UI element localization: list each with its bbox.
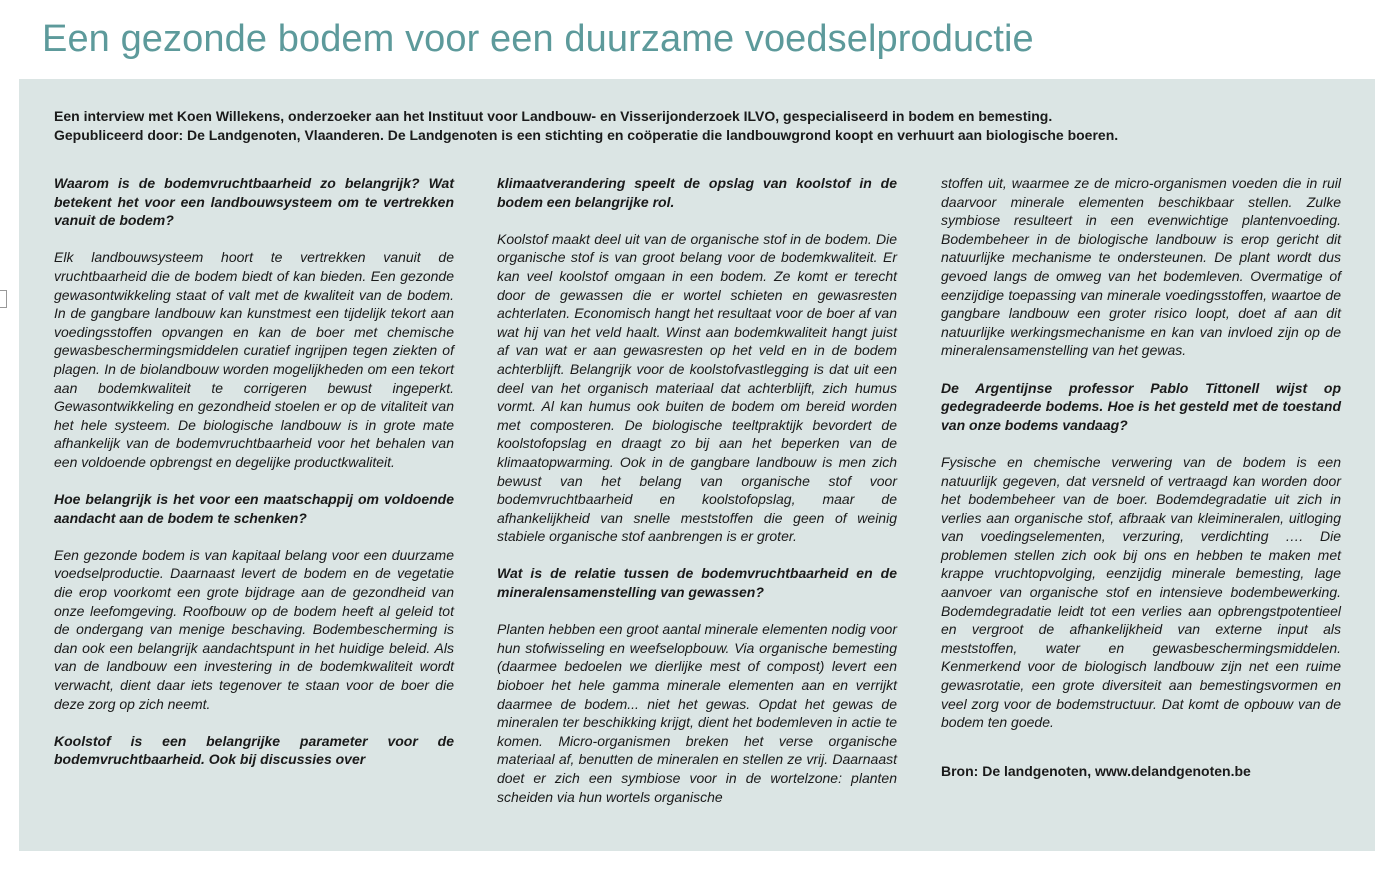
question-4: Wat is de relatie tussen de bodemvruchtbaarheid en de mineralensamenstelling van gewassen? bbox=[497, 565, 897, 601]
question-3-continued: klimaatverandering speelt de opslag van koolstof in de bodem een belangrijke rol. bbox=[497, 175, 897, 210]
article-column-2 bbox=[497, 174, 897, 806]
question-1: Waarom is de bodemvruchtbaarheid zo belangrijk? Wat betekent het voor een landbouwsysteem om te vertrekken vanuit de bodem? bbox=[54, 175, 454, 229]
intro-line-1: Een interview met Koen Willekens, onderzoeker aan het Instituut voor Landbouw- en Visserijonderzoek ILVO, gespecialiseerd in bodem en bemesting. bbox=[54, 108, 1053, 124]
source-credit: Bron: De landgenoten, www.delandgenoten.be bbox=[941, 762, 1251, 779]
answer-2: Een gezonde bodem is van kapitaal belang voor een duurzame voedselproductie. Daarnaast levert de bodem en de vegetatie die erop voorkomt een grote bijdrage aan de gezondheid van onze leefomgeving. Roofbouw op de bodem heeft al geleid tot de ondergang van menige beschaving. Bodembescherming is dan ook een belangrijk aandachtspunt in het huidige beleid. Als van de landbouw een investering in de bodemkwaliteit wordt verwacht, dient daar iets tegenover te staan voor de boer die deze zorg op zich neemt. bbox=[54, 546, 454, 712]
answer-5: Fysische en chemische verwering van de bodem is een natuurlijk gegeven, dat versneld of vertraagd kan worden door het bodembeheer van de boer. Bodemdegradatie uit zich in verlies aan organische stof, afbraak van kleimineralen, uitloging van voedingselementen, verzuring, verdichting …. Die problemen stellen zich ook bij ons en hebben te maken met krappe vruchtopvolging, eenzijdig minerale bemesting, lage aanvoer van organische stof en intensieve bodembewerking. Bodemdegradatie leidt tot een verlies aan opbrengstpotentieel en vergroot de afhankelijkheid van externe input als meststoffen, water en gewasbeschermingsmiddelen. Kenmerkend voor de biologisch landbouw zijn net een ruime gewasrotatie, een grote diversiteit aan bemestingsvormen en veel zorg voor de bodemstructuur. Dat komt de opbouw van de bodem ten goede. bbox=[941, 453, 1341, 731]
article-column-1 bbox=[54, 174, 454, 769]
article-column-3 bbox=[941, 174, 1341, 780]
page-title: Een gezonde bodem voor een duurzame voedselproductie bbox=[42, 18, 1034, 60]
page-edge-tab bbox=[0, 290, 7, 308]
answer-4-continued: stoffen uit, waarmee ze de micro-organismen voeden die in ruil daarvoor minerale elementen beschikbaar stellen. Zulke symbiose resulteert in een evenwichtige plantenvoeding. Bodembeheer in de biologische landbouw is erop gericht dit natuurlijke mechanisme te ondersteunen. De plant wordt dus gevoed langs de omweg van het bodemleven. Overmatige of eenzijdige toepassing van minerale voedingsstoffen, waartoe de gangbare landbouw een groter risico loopt, doet af aan dit natuurlijke werkingsmechanisme en kan van invloed zijn op de mineralensamenstelling van het gewas. bbox=[941, 175, 1341, 359]
intro-line-2: Gepubliceerd door: De Landgenoten, Vlaanderen. De Landgenoten is een stichting en coöperatie die landbouwgrond koopt en verhuurt aan biologische boeren. bbox=[54, 127, 1119, 143]
question-2: Hoe belangrijk is het voor een maatschappij om voldoende aandacht aan de bodem te schenken? bbox=[54, 491, 454, 526]
question-3: Koolstof is een belangrijke parameter voor de bodemvruchtbaarheid. Ook bij discussies over bbox=[54, 732, 454, 768]
article-intro bbox=[54, 107, 1344, 145]
question-5: De Argentijnse professor Pablo Tittonell wijst op gedegradeerde bodems. Hoe is het gesteld met de toestand van onze bodems vandaag? bbox=[941, 379, 1341, 433]
answer-4: Planten hebben een groot aantal minerale elementen nodig voor hun stofwisseling en weefselopbouw. Via organische bemesting (daarmee bedoelen we dierlijke mest of compost) levert een bioboer het hele gamma minerale elementen aan en verrijkt daarmee de bodem... niet het gewas. Opdat het gewas de mineralen ter beschikking krijgt, dient het bodemleven in actie te komen. Micro-organismen breken het verse organische materiaal af, benutten de mineralen en stellen ze vrij. Daarnaast doet er zich een symbiose voor in de wortelzone: planten scheiden via hun wortels organische bbox=[497, 621, 897, 805]
answer-1: Elk landbouwsysteem hoort te vertrekken vanuit de vruchtbaarheid die de bodem biedt of kan bieden. Een gezonde gewasontwikkeling staat of valt met de kwaliteit van de bodem. In de gangbare landbouw kan kunstmest een tijdelijk tekort aan voedingsstoffen opvangen en kan de boer met chemische gewasbeschermingsmiddelen curatief ingrijpen tegen ziekten of plagen. In de biolandbouw worden mogelijkheden om een tekort aan bodemkwaliteit te corrigeren bewust ingeperkt. Gewasontwikkeling en gezondheid stoelen er op de vitaliteit van het hele systeem. De biologische landbouw is in grote mate afhankelijk van de bodemvruchtbaarheid voor het behalen van een voldoende opbrengst en degelijke productkwaliteit. bbox=[54, 249, 454, 470]
article-panel bbox=[19, 79, 1375, 851]
answer-3: Koolstof maakt deel uit van de organische stof in de bodem. Die organische stof is van groot belang voor de bodemkwaliteit. Er kan veel koolstof omgaan in een bodem. Ze komt er terecht door de gewassen die er wortel schieten en gewasresten achterlaten. Economisch hangt het resultaat voor de boer af van wat hij van het veld haalt. Winst aan bodemkwaliteit hangt juist af van wat er aan gewasresten op het veld en in de bodem achterblijft. Belangrijk voor de koolstofvastlegging is dat uit een deel van het organisch materiaal dat achterblijft, zich humus vormt. Al kan humus ook buiten de bodem om bereid worden met composteren. De biologische teeltpraktijk bevordert de koolstofopslag en draagt zo bij aan het beperken van de klimaatopwarming. Ook in de gangbare landbouw is men zich bewust van het belang van organische stof voor bodemvruchtbaarheid en koolstofopslag, maar de afhankelijkheid van snelle meststoffen die geen of weinig stabiele organische stof aanbrengen is er groter. bbox=[497, 230, 897, 545]
